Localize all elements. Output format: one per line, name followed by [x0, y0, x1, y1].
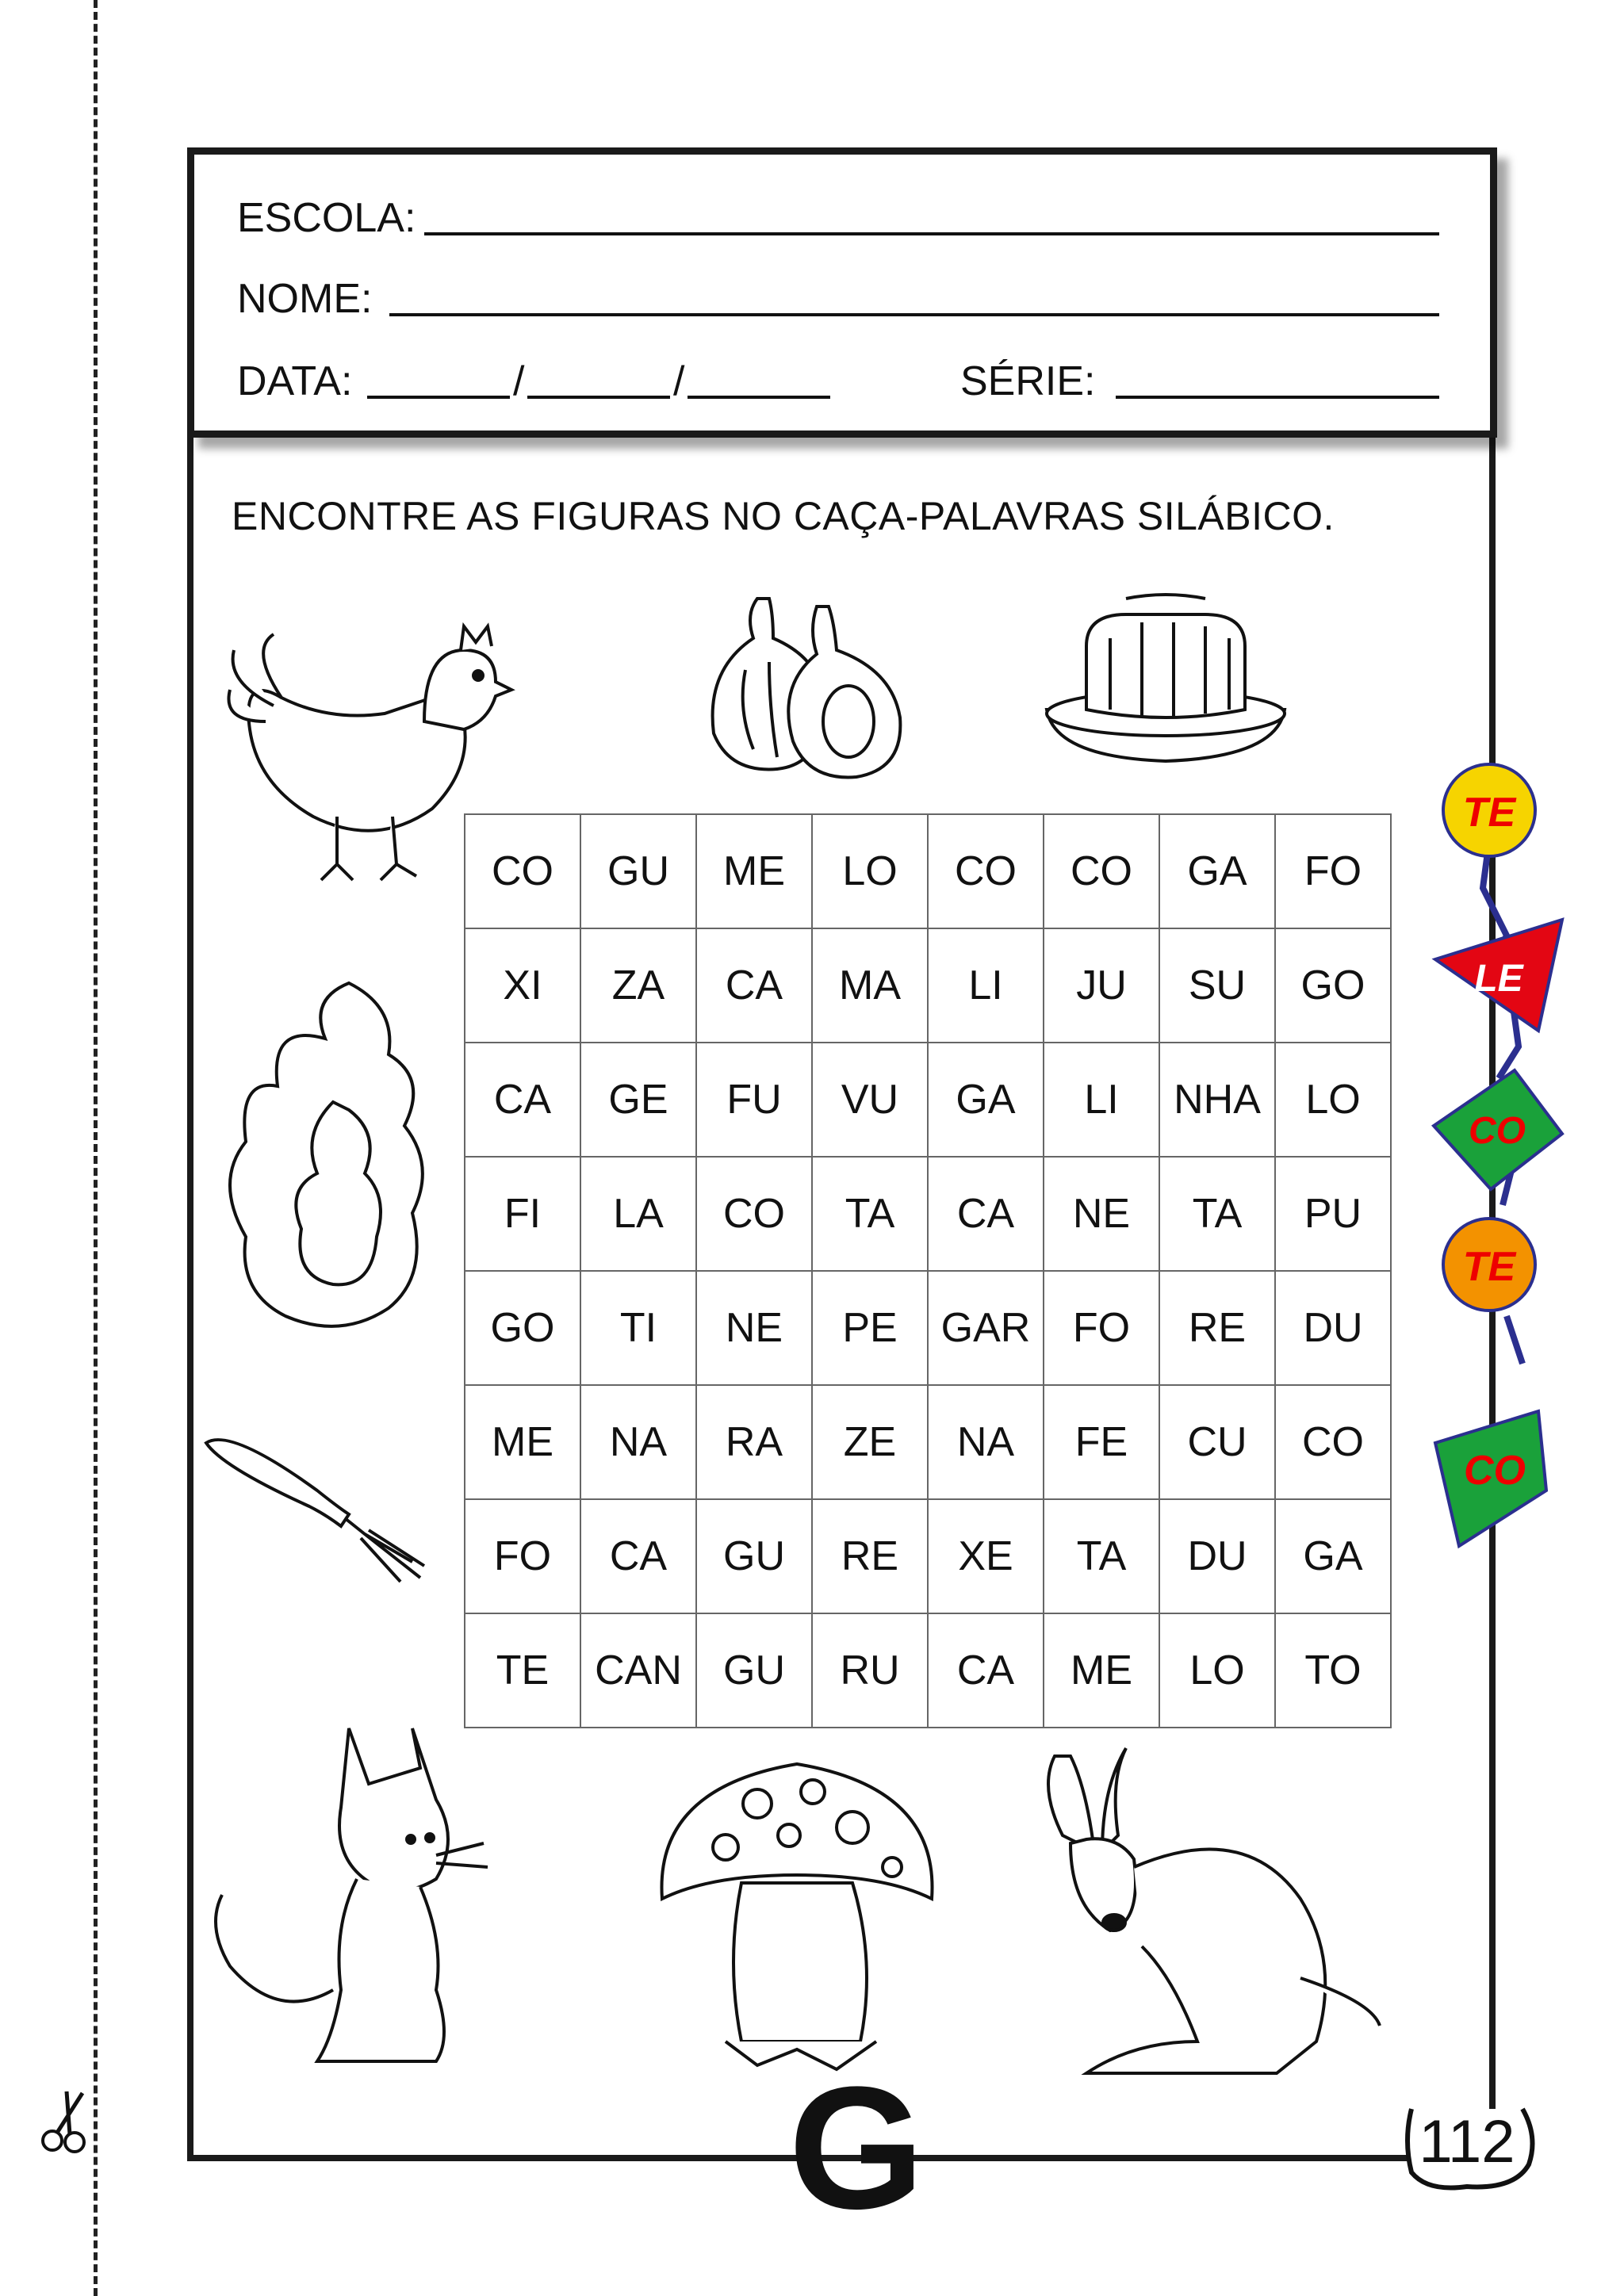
grid-cell[interactable]: RU	[812, 1613, 928, 1728]
grid-row	[465, 814, 1391, 928]
grid-row	[465, 1157, 1391, 1271]
grid-cell[interactable]: XI	[465, 928, 580, 1043]
grid-cell[interactable]: LI	[1044, 1043, 1159, 1157]
scissors-icon	[35, 2085, 106, 2156]
grid-cell[interactable]: CA	[696, 928, 812, 1043]
tag-co-green-2	[1435, 1411, 1546, 1546]
tag-te-orange	[1443, 1219, 1535, 1311]
date-label: DATA:	[237, 358, 353, 404]
grid-cell[interactable]: GO	[465, 1271, 580, 1385]
date-day-field[interactable]	[367, 396, 510, 399]
grid-cell[interactable]: CA	[928, 1157, 1044, 1271]
grid-cell[interactable]: CA	[580, 1499, 696, 1613]
name-label: NOME:	[237, 276, 373, 322]
grid-cell[interactable]: DU	[1275, 1271, 1391, 1385]
grid-row	[465, 1499, 1391, 1613]
grid-cell[interactable]: GU	[696, 1613, 812, 1728]
tag-label: LE	[1474, 958, 1523, 1000]
tag-label: CO	[1469, 1110, 1526, 1152]
grid-cell[interactable]: GA	[1275, 1499, 1391, 1613]
grid-cell[interactable]: MA	[812, 928, 928, 1043]
tag-co-green	[1434, 1070, 1562, 1189]
grid-cell[interactable]: CO	[1275, 1385, 1391, 1499]
grid-cell[interactable]: LI	[928, 928, 1044, 1043]
tag-le-red	[1435, 920, 1562, 1031]
grid-cell[interactable]: GU	[696, 1499, 812, 1613]
grid-cell[interactable]: NHA	[1159, 1043, 1275, 1157]
chapter-letter-text: G	[788, 2069, 925, 2228]
grid-cell[interactable]: ME	[465, 1385, 580, 1499]
grid-cell[interactable]: XE	[928, 1499, 1044, 1613]
grid-cell[interactable]: FI	[465, 1157, 580, 1271]
grid-cell[interactable]: ME	[696, 814, 812, 928]
date-separator: /	[673, 358, 685, 404]
grid-cell[interactable]: TO	[1275, 1613, 1391, 1728]
grid-cell[interactable]: NA	[928, 1385, 1044, 1499]
page-number-badge	[1396, 2093, 1538, 2196]
grid-cell[interactable]: FU	[696, 1043, 812, 1157]
grade-field[interactable]	[1116, 396, 1439, 399]
grid-cell[interactable]: NE	[1044, 1157, 1159, 1271]
tag-te-yellow	[1443, 764, 1535, 856]
fig-fruit-figure	[698, 583, 912, 793]
grid-cell[interactable]: PE	[812, 1271, 928, 1385]
school-field[interactable]	[424, 232, 1439, 235]
grid-cell[interactable]: FO	[1275, 814, 1391, 928]
tag-label: CO	[1464, 1448, 1526, 1494]
grid-cell[interactable]: PU	[1275, 1157, 1391, 1271]
date-separator: /	[513, 358, 525, 404]
grid-cell[interactable]: RE	[812, 1499, 928, 1613]
grid-cell[interactable]: NA	[580, 1385, 696, 1499]
grid-cell[interactable]: NE	[696, 1271, 812, 1385]
grade-label: SÉRIE:	[960, 358, 1096, 404]
grid-cell[interactable]: JU	[1044, 928, 1159, 1043]
grid-cell[interactable]: TE	[465, 1613, 580, 1728]
school-label: ESCOLA:	[237, 195, 416, 241]
tag-label: TE	[1462, 790, 1516, 836]
grid-cell[interactable]: RE	[1159, 1271, 1275, 1385]
grid-cell[interactable]: FE	[1044, 1385, 1159, 1499]
syllable-tags	[1427, 761, 1602, 1554]
pudding-figure	[1039, 591, 1293, 781]
grid-cell[interactable]: TA	[1159, 1157, 1275, 1271]
grid-cell[interactable]: CO	[928, 814, 1044, 928]
header-box	[187, 147, 1497, 438]
grid-cell[interactable]: GU	[580, 814, 696, 928]
grid-cell[interactable]: GA	[928, 1043, 1044, 1157]
grid-cell[interactable]: ME	[1044, 1613, 1159, 1728]
grid-cell[interactable]: FO	[1044, 1271, 1159, 1385]
grid-cell[interactable]: ZA	[580, 928, 696, 1043]
grid-cell[interactable]: CO	[465, 814, 580, 928]
grid-cell[interactable]: RA	[696, 1385, 812, 1499]
grid-cell[interactable]: LA	[580, 1157, 696, 1271]
cut-line	[94, 0, 98, 2296]
grid-row	[465, 1385, 1391, 1499]
grid-cell[interactable]: VU	[812, 1043, 928, 1157]
page-number: 112	[1419, 2108, 1515, 2175]
date-year-field[interactable]	[688, 396, 830, 399]
grid-cell[interactable]: TI	[580, 1271, 696, 1385]
chapter-letter	[785, 2069, 928, 2228]
tag-line	[1507, 1316, 1522, 1364]
grid-row	[465, 1271, 1391, 1385]
grid-row	[465, 928, 1391, 1043]
grid-cell[interactable]: SU	[1159, 928, 1275, 1043]
grid-cell[interactable]: GO	[1275, 928, 1391, 1043]
cat-figure	[198, 1720, 500, 2085]
grid-cell[interactable]: CU	[1159, 1385, 1275, 1499]
grid-cell[interactable]: LO	[1159, 1613, 1275, 1728]
grid-cell[interactable]: LO	[1275, 1043, 1391, 1157]
grid-cell[interactable]: TA	[1044, 1499, 1159, 1613]
grid-cell[interactable]: CAN	[580, 1613, 696, 1728]
instruction-text: ENCONTRE AS FIGURAS NO CAÇA-PALAVRAS SILÁBICO.	[232, 494, 1335, 538]
fork-figure	[198, 1427, 436, 1586]
grid-cell[interactable]: TA	[812, 1157, 928, 1271]
date-month-field[interactable]	[527, 396, 670, 399]
mushroom-figure	[646, 1756, 948, 2077]
grid-cell[interactable]: LO	[812, 814, 928, 928]
fire-figure	[214, 975, 436, 1348]
syllable-grid	[464, 813, 1392, 1728]
grid-cell[interactable]: GAR	[928, 1271, 1044, 1385]
grid-cell[interactable]: GE	[580, 1043, 696, 1157]
grid-cell[interactable]: DU	[1159, 1499, 1275, 1613]
grid-row	[465, 1043, 1391, 1157]
grid-cell[interactable]: ZE	[812, 1385, 928, 1499]
grid-cell[interactable]: CO	[696, 1157, 812, 1271]
name-field[interactable]	[389, 313, 1439, 316]
grid-cell[interactable]: FO	[465, 1499, 580, 1613]
grid-cell[interactable]: CA	[465, 1043, 580, 1157]
tag-label: TE	[1462, 1244, 1516, 1290]
grid-cell[interactable]: GA	[1159, 814, 1275, 928]
kangaroo-figure	[1039, 1740, 1388, 2097]
grid-row	[465, 1613, 1391, 1728]
grid-cell[interactable]: CA	[928, 1613, 1044, 1728]
grid-cell[interactable]: CO	[1044, 814, 1159, 928]
